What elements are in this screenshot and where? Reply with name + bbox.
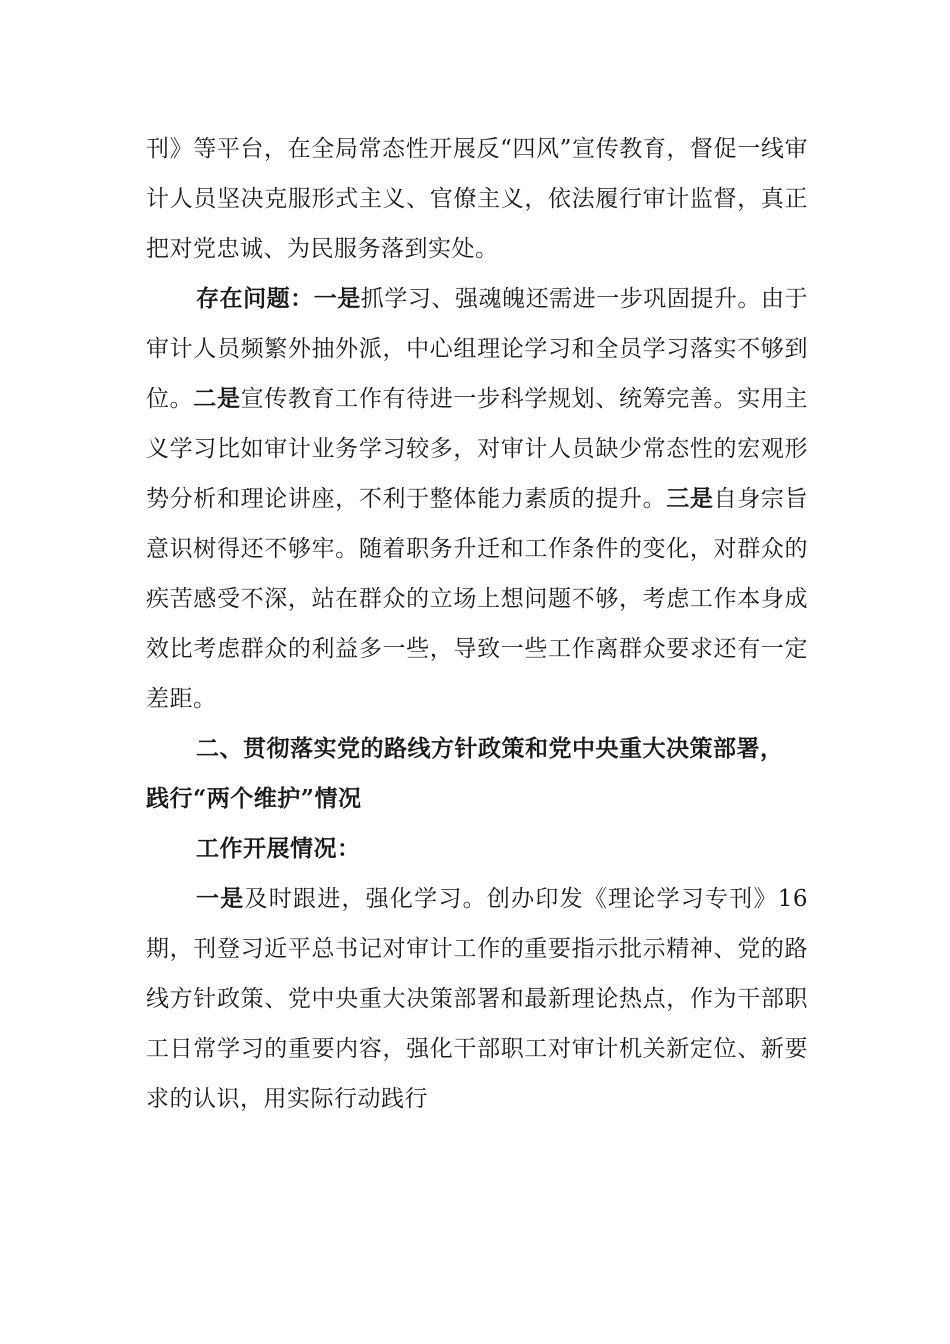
problem-text-3: 自身宗旨意识树得还不够牢。随着职务升迁和工作条件的变化，对群众的疾苦感受不深，站在群众的立场上想问题不够，考虑工作本身成效比考虑群众的利益多一些，导致一些工作离群众要求还有一定差距。 bbox=[146, 486, 809, 712]
problems-label: 存在问题： bbox=[196, 285, 314, 312]
problem-text-2: 宣传教育工作有待进一步科学规划、统筹完善。实用主义学习比如审计业务学习较多，对审计人员缺少常态性的宏观形势分析和理论讲座，不利于整体能力素质的提升。 bbox=[146, 386, 809, 512]
document-body bbox=[146, 124, 808, 1124]
marker-first: 一是 bbox=[313, 285, 361, 312]
work-text-1: 及时跟进，强化学习。创办印发《理论学习专刊》16期，刊登习近平总书记对审计工作的重要指示批示精神、党的路线方针政策、党中央重大决策部署和最新理论热点，作为干部职工日常学习的重要内容，强化干部职工对审计机关新定位、新要求的认识，用实际行动践行 bbox=[146, 886, 808, 1112]
paragraph-work-first bbox=[146, 874, 808, 1124]
problem-text-1: 抓学习、强魂魄还需进一步巩固提升。由于审计人员频繁外抽外派，中心组理论学习和全员学习落实不够到位。 bbox=[146, 286, 809, 412]
paragraph-continuation: 刊》等平台，在全局常态性开展反“四风”宣传教育，督促一线审计人员坚决克服形式主义、官僚主义，依法履行审计监督，真正把对党忠诚、为民服务落到实处。 bbox=[146, 136, 808, 262]
marker-first-work: 一是 bbox=[196, 885, 245, 912]
paragraph-existing-problems bbox=[146, 274, 808, 724]
marker-second: 二是 bbox=[193, 385, 241, 412]
section-heading: 二、贯彻落实党的路线方针政策和党中央重大决策部署， bbox=[196, 735, 784, 762]
work-progress-subheading: 工作开展情况： bbox=[196, 835, 361, 862]
section-heading-continuation: 践行“两个维护”情况 bbox=[146, 785, 362, 812]
marker-third: 三是 bbox=[666, 485, 714, 512]
